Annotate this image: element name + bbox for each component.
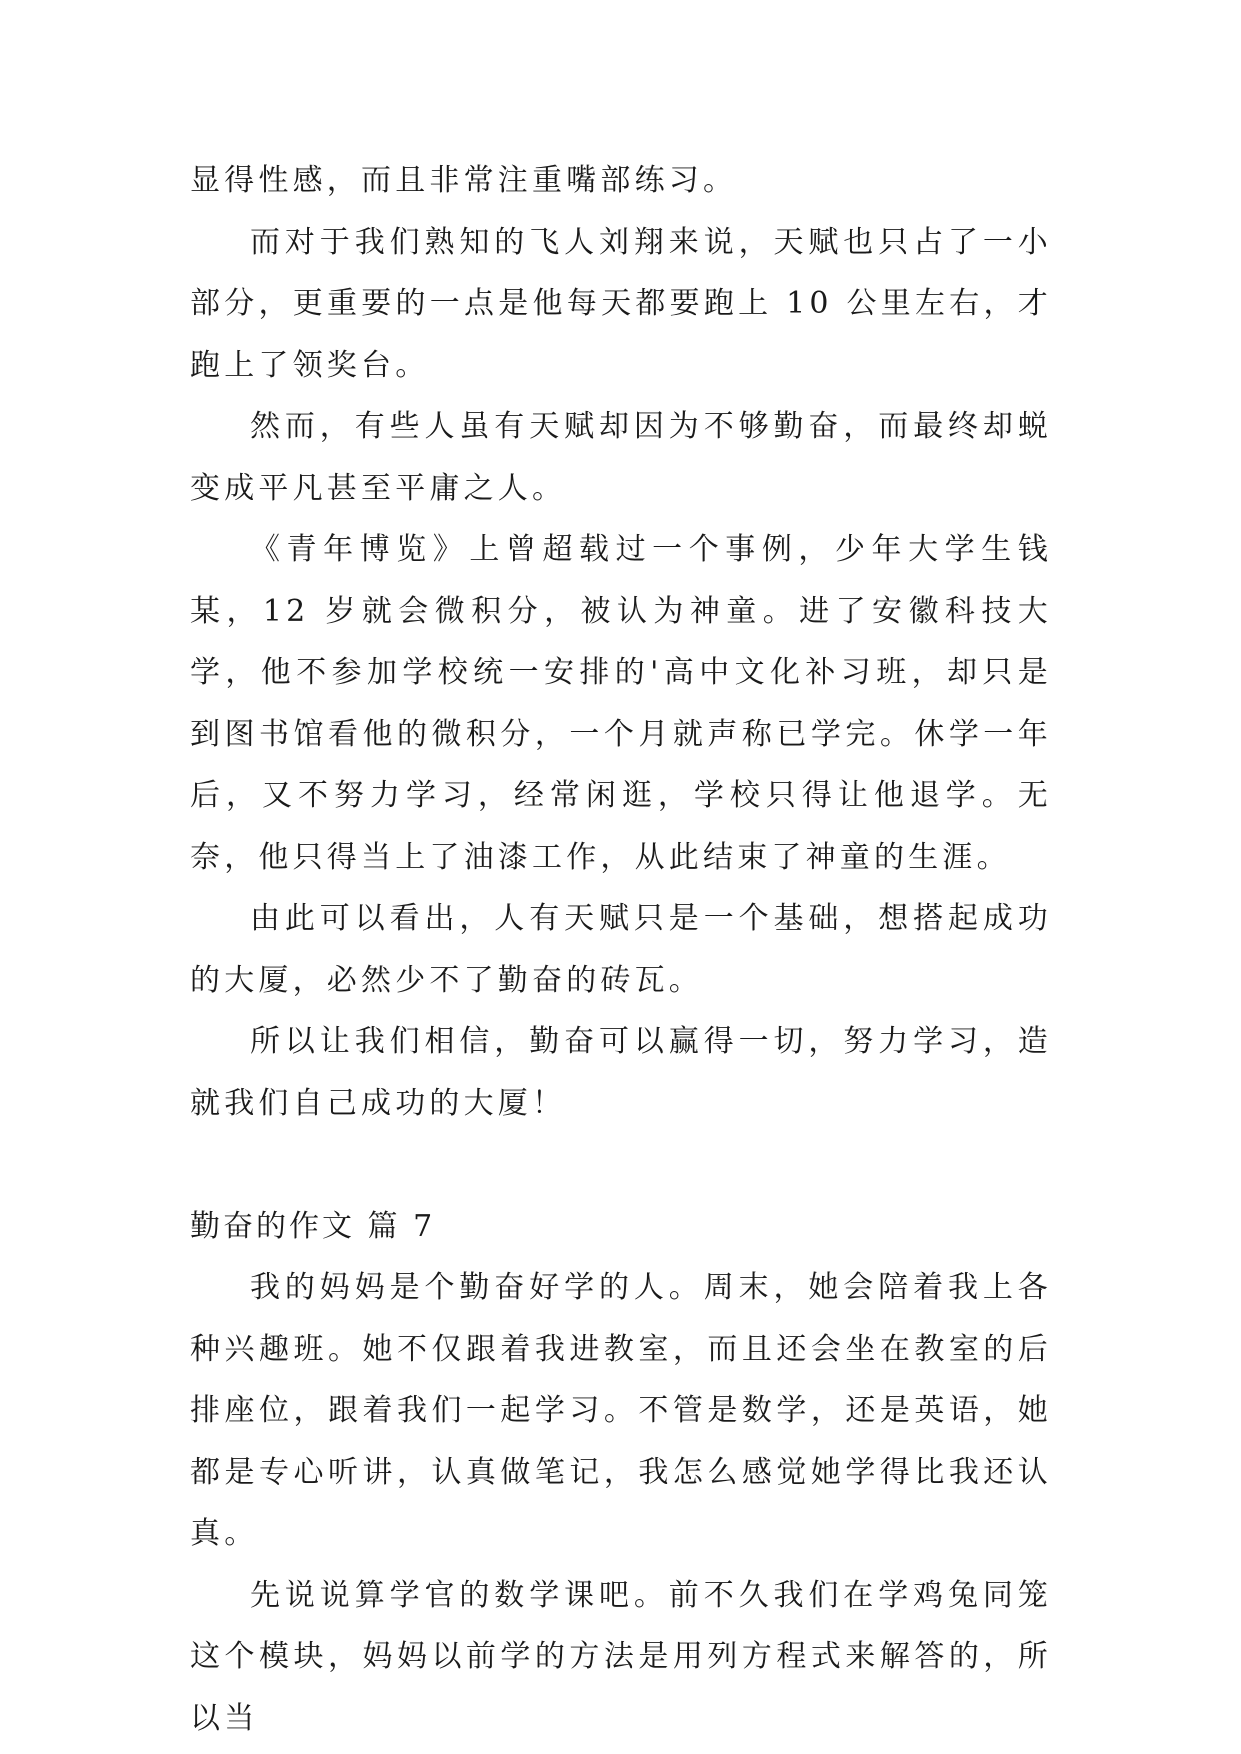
paragraph: 而对于我们熟知的飞人刘翔来说，天赋也只占了一小部分，更重要的一点是他每天都要跑上 10 公里左右，才跑上了领奖台。 bbox=[190, 224, 1052, 383]
section-title: 勤奋的作文 篇 7 bbox=[190, 1208, 436, 1244]
paragraph: 由此可以看出，人有天赋只是一个基础，想搭起成功的大厦，必然少不了勤奋的砖瓦。 bbox=[190, 901, 1052, 998]
paragraph: 我的妈妈是个勤奋好学的人。周末，她会陪着我上各种兴趣班。她不仅跟着我进教室，而且还会坐在教室的后排座位，跟着我们一起学习。不管是数学，还是英语，她都是专心听讲，认真做笔记，我怎么感觉她学得比我还认真。 bbox=[190, 1270, 1052, 1551]
paragraph: 所以让我们相信，勤奋可以赢得一切，努力学习，造就我们自己成功的大厦！ bbox=[190, 1024, 1052, 1121]
paragraph: 《青年博览》上曾超载过一个事例，少年大学生钱某，12 岁就会微积分，被认为神童。进了安徽科技大学，他不参加学校统一安排的'高中文化补习班，却只是到图书馆看他的微积分，一个月就声称已学完。休学一年后，又不努力学习，经常闲逛，学校只得让他退学。无奈，他只得当上了油漆工作，从此结束了神童的生涯。 bbox=[190, 532, 1052, 875]
paragraph: 先说说算学官的数学课吧。前不久我们在学鸡兔同笼这个模块，妈妈以前学的方法是用列方程式来解答的，所以当 bbox=[190, 1577, 1052, 1736]
paragraph: 显得性感，而且非常注重嘴部练习。 bbox=[190, 163, 738, 198]
paragraph: 然而，有些人虽有天赋却因为不够勤奋，而最终却蜕变成平凡甚至平庸之人。 bbox=[190, 409, 1052, 506]
document-body bbox=[190, 150, 1052, 1749]
